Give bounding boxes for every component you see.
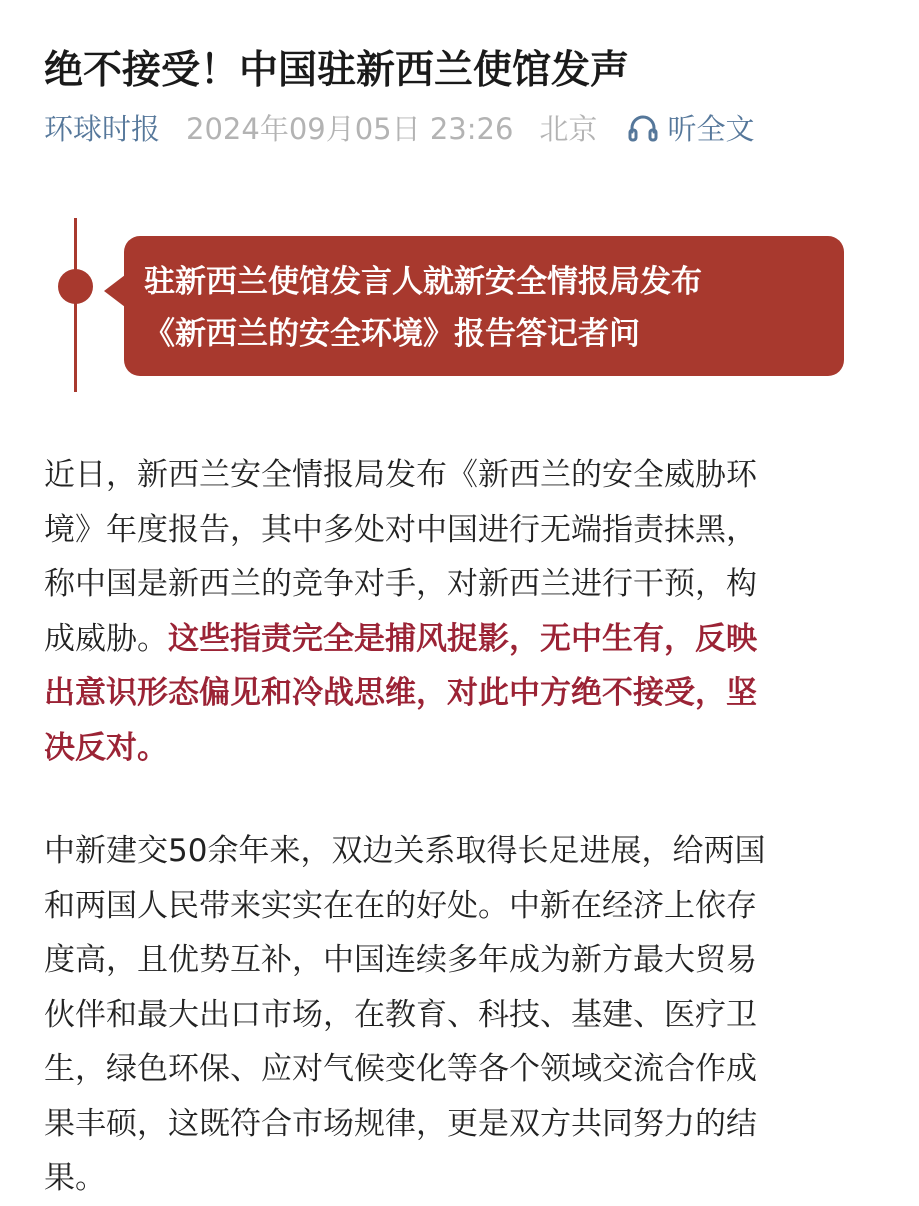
listen-label: 听全文 (667, 111, 755, 146)
subtitle-callout (124, 236, 844, 376)
text-line: 生，绿色环保、应对气候变化等各个领域交流合作成 (44, 1051, 757, 1087)
article-title: 绝不接受！中国驻新西兰使馆发声 (44, 48, 630, 94)
text-line: 称中国是新西兰的竞争对手，对新西兰进行干预，构 (44, 566, 757, 602)
publish-date: 2024年09月05日 23:26 (186, 111, 514, 146)
text-line: 度高，且优势互补，中国连续多年成为新方最大贸易 (44, 942, 757, 978)
text-line: 境》年度报告，其中多处对中国进行无端指责抹黑， (44, 511, 757, 548)
text-line: 中新建交50余年来，双边关系取得长足进展，给两国 (44, 833, 766, 869)
plain-text: 成威胁。 (44, 620, 168, 657)
callout-line: 驻新西兰使馆发言人就新安全情报局发布 (144, 264, 702, 300)
text-line (44, 612, 884, 667)
highlighted-text: 决反对。 (44, 729, 168, 766)
highlighted-text: 这些指责完全是捕风捉影，无中生有，反映 (168, 620, 757, 657)
text-line: 果。 (44, 1160, 106, 1196)
text-line: 和两国人民带来实实在在的好处。中新在经济上依存 (44, 887, 757, 924)
body-paragraph (44, 448, 884, 775)
callout-pointer (104, 275, 125, 307)
source-link[interactable]: 环球时报 (44, 111, 161, 146)
callout-line: 《新西兰的安全环境》报告答记者问 (144, 316, 640, 352)
listen-button[interactable] (627, 107, 754, 148)
highlighted-text: 出意识形态偏见和冷战思维，对此中方绝不接受，坚 (44, 675, 757, 711)
text-line: 近日，新西兰安全情报局发布《新西兰的安全威胁环 (44, 457, 757, 493)
body-paragraph (44, 824, 884, 1206)
text-line: 果丰硕，这既符合市场规律，更是双方共同努力的结 (44, 1105, 757, 1142)
publish-location: 北京 (539, 111, 598, 146)
article-meta (44, 104, 754, 150)
timeline-line (74, 218, 77, 392)
timeline-dot (58, 269, 93, 304)
headphones-icon (627, 112, 659, 142)
text-line: 伙伴和最大出口市场，在教育、科技、基建、医疗卫 (44, 996, 757, 1033)
